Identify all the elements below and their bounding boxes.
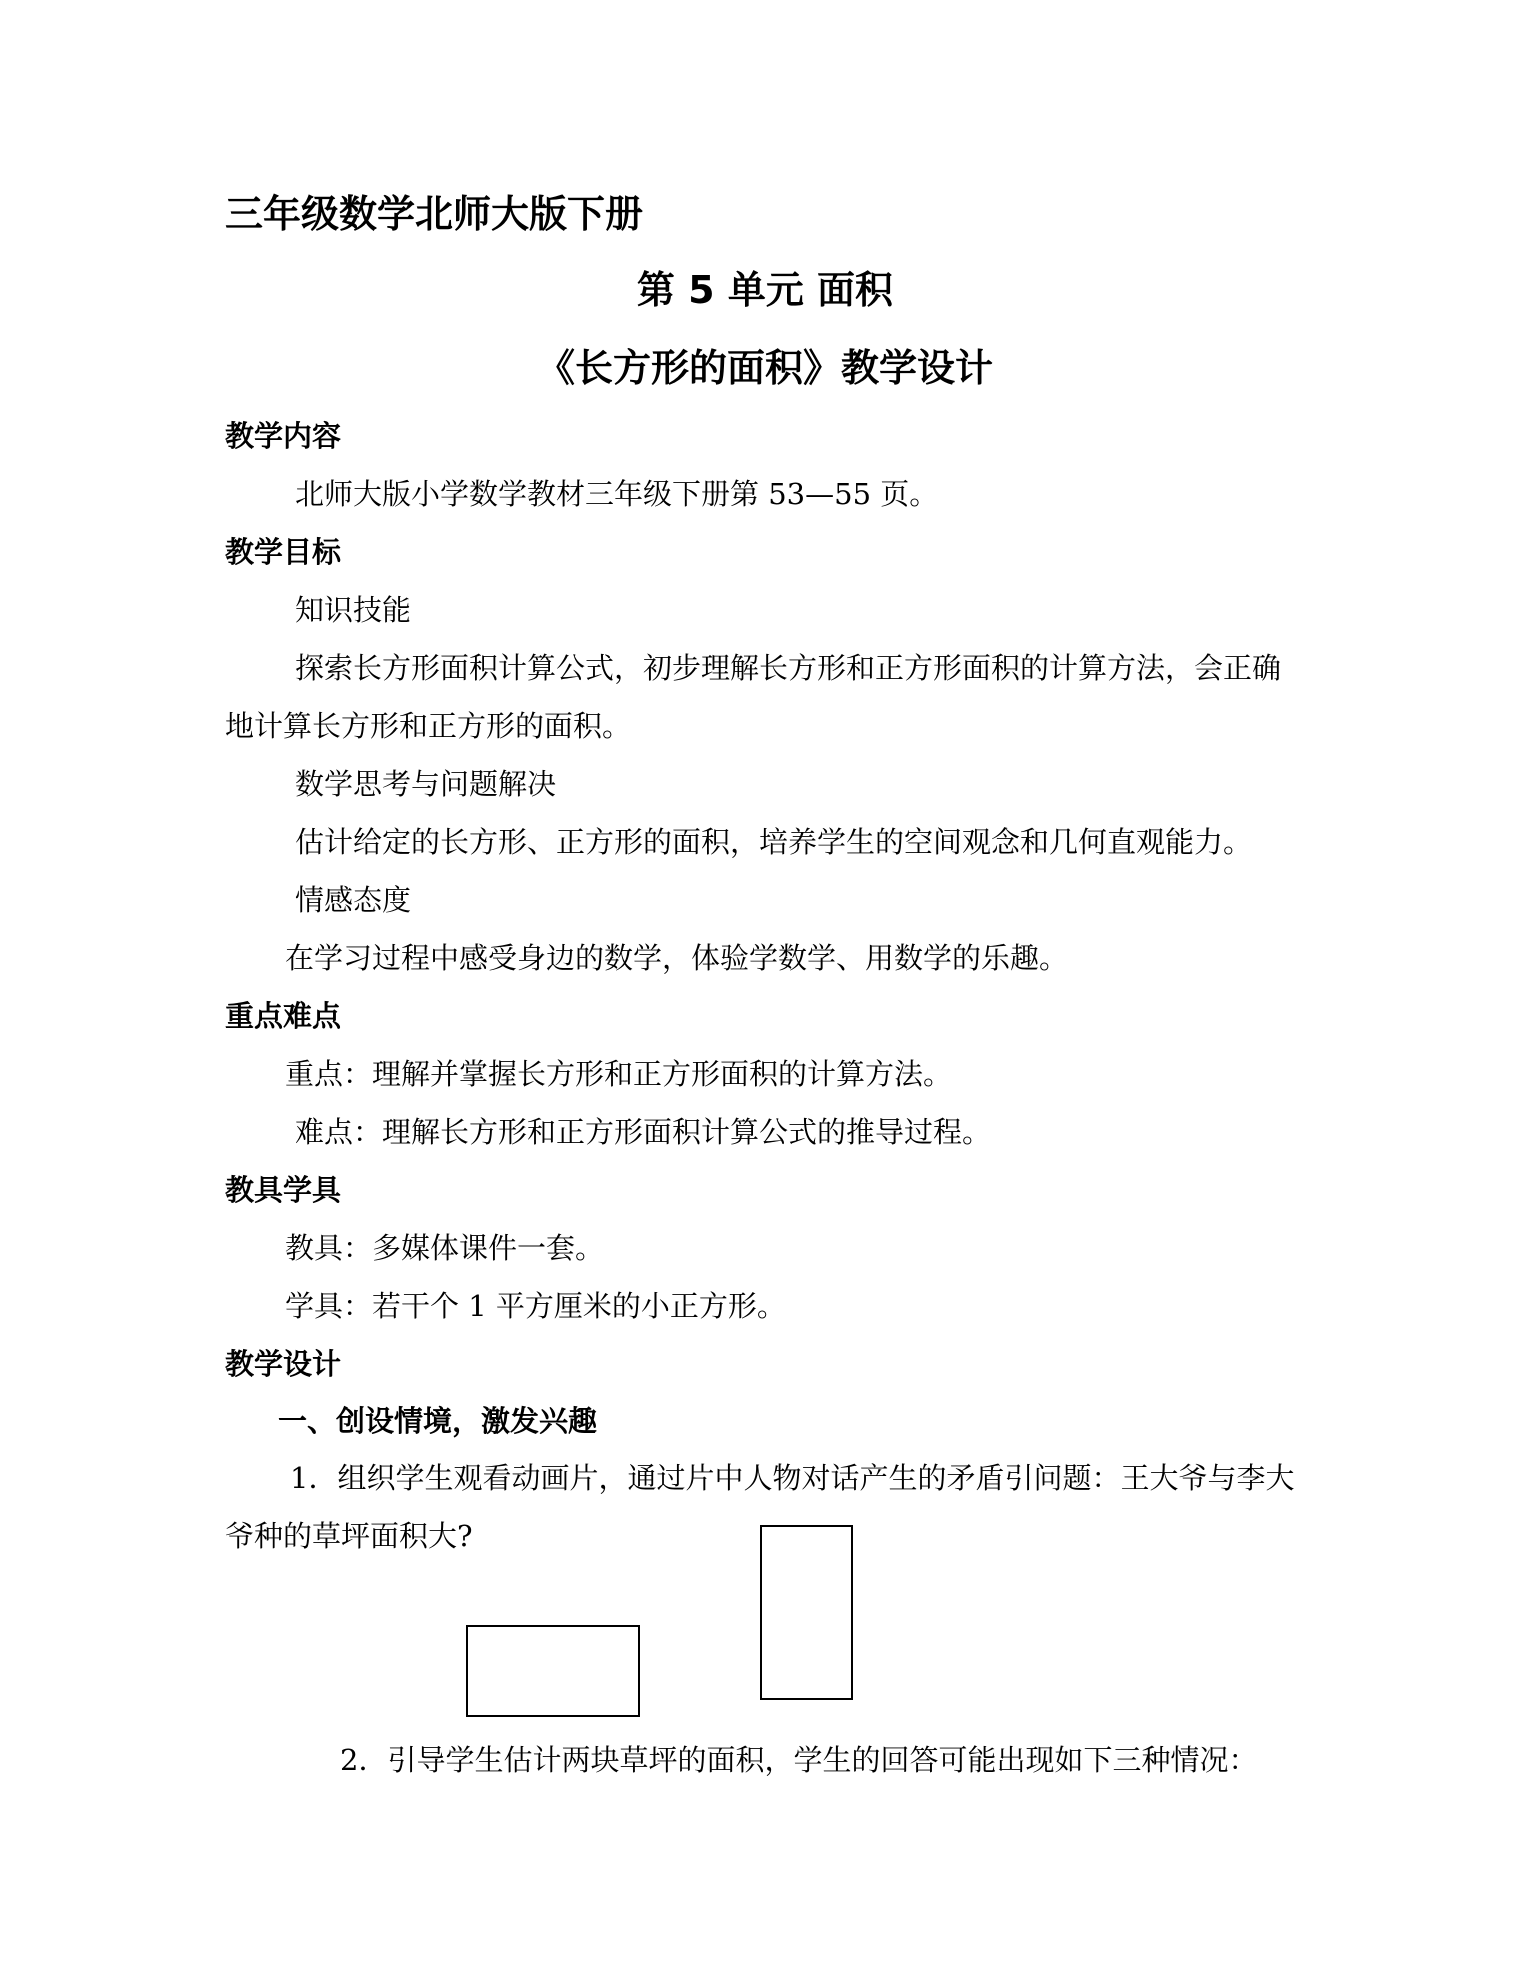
- design-heading: 教学设计: [225, 1347, 342, 1381]
- skill-text-line1: 探索长方形面积计算公式，初步理解长方形和正方形面积的计算方法，会正确: [295, 651, 1282, 685]
- skill-label: 知识技能: [295, 593, 412, 627]
- step-2: 2．引导学生估计两块草坪的面积，学生的回答可能出现如下三种情况：: [340, 1743, 1258, 1777]
- tools-heading: 教具学具: [225, 1173, 342, 1207]
- lawn-rectangle-wide: [466, 1625, 640, 1717]
- goals-heading: 教学目标: [225, 535, 342, 569]
- step-1-line1: 1．组织学生观看动画片，通过片中人物对话产生的矛盾引问题：王大爷与李大: [290, 1461, 1295, 1495]
- thinking-label: 数学思考与问题解决: [295, 767, 557, 801]
- content-text: 北师大版小学数学教材三年级下册第 53—55 页。: [295, 477, 939, 511]
- emotion-text: 在学习过程中感受身边的数学，体验学数学、用数学的乐趣。: [285, 941, 1069, 975]
- step-1-line2: 爷种的草坪面积大?: [225, 1519, 473, 1553]
- key-point: 重点：理解并掌握长方形和正方形面积的计算方法。: [285, 1057, 953, 1091]
- content-heading: 教学内容: [225, 419, 342, 453]
- difficult-point: 难点：理解长方形和正方形面积计算公式的推导过程。: [295, 1115, 992, 1149]
- student-tools: 学具：若干个 1 平方厘米的小正方形。: [285, 1289, 786, 1323]
- lawn-rectangle-tall: [760, 1525, 853, 1700]
- grade-title: 三年级数学北师大版下册: [225, 192, 644, 236]
- teacher-tools: 教具：多媒体课件一套。: [285, 1231, 605, 1265]
- section-1-title: 一、创设情境，激发兴趣: [278, 1404, 598, 1438]
- lesson-title: 《长方形的面积》教学设计: [536, 346, 993, 390]
- unit-title: 第 5 单元 面积: [636, 268, 894, 312]
- skill-text-line2: 地计算长方形和正方形的面积。: [225, 709, 632, 743]
- thinking-text: 估计给定的长方形、正方形的面积，培养学生的空间观念和几何直观能力。: [295, 825, 1253, 859]
- keypoints-heading: 重点难点: [225, 999, 342, 1033]
- emotion-label: 情感态度: [295, 883, 412, 917]
